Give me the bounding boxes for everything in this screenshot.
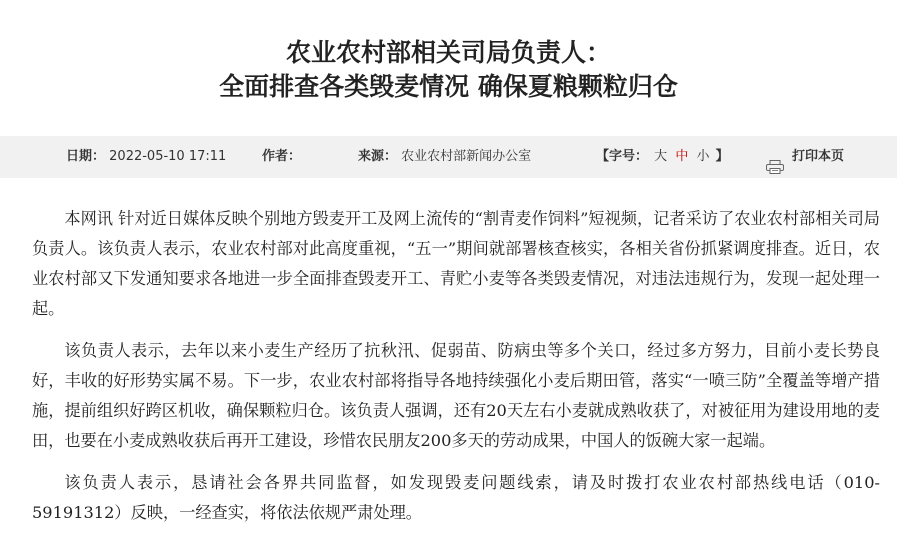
date-value: 2022-05-10 17:11 bbox=[109, 149, 227, 164]
print-page-label: 打印本页 bbox=[792, 149, 845, 164]
author-label: 作者： bbox=[262, 149, 302, 164]
article-paragraph-3: 该负责人表示，恳请社会各界共同监督，如发现毁麦问题线索，请及时拨打农业农村部热线电话（010-59191312）反映，一经查实，将依法依规严肃处理。 bbox=[32, 473, 880, 522]
font-size-medium-link[interactable]: 中 bbox=[675, 149, 689, 164]
author bbox=[262, 136, 301, 178]
font-size-selector bbox=[596, 136, 729, 178]
print-page-button[interactable] bbox=[766, 136, 844, 178]
source-value: 农业农村部新闻办公室 bbox=[401, 149, 532, 164]
font-size-open: 【字号： bbox=[596, 149, 649, 164]
font-size-small-link[interactable]: 小 bbox=[696, 149, 710, 164]
article-info-bar bbox=[0, 136, 897, 178]
font-size-large-link[interactable]: 大 bbox=[654, 149, 668, 164]
article-header bbox=[0, 36, 897, 104]
article-title-line-1: 农业农村部相关司局负责人： bbox=[285, 38, 611, 67]
source-label: 来源： bbox=[358, 149, 398, 164]
article-paragraph-2: 该负责人表示，去年以来小麦生产经历了抗秋汛、促弱苗、防病虫等多个关口，经过多方努力，目前小麦长势良好，丰收的好形势实属不易。下一步，农业农村部将指导各地持续强化小麦后期田管，落实“一喷三防”全覆盖等增产措施，提前组织好跨区机收，确保颗粒归仓。该负责人强调，还有20天左右小麦就成熟收获了，对被征用为建设用地的麦田，也要在小麦成熟收获后再开工建设，珍惜农民朋友200多天的劳动成果，中国人的饭碗大家一起端。 bbox=[32, 341, 880, 450]
font-size-close: 】 bbox=[715, 149, 729, 164]
source bbox=[358, 136, 531, 178]
date-label: 日期： bbox=[66, 149, 106, 164]
printer-icon bbox=[766, 150, 784, 164]
article-paragraph-1: 本网讯 针对近日媒体反映个别地方毁麦开工及网上流传的“割青麦作饲料”短视频，记者采访了农业农村部相关司局负责人。该负责人表示，农业农村部对此高度重视，“五一”期间就部署核查核实，各相关省份抓紧调度排查。近日，农业农村部又下发通知要求各地进一步全面排查毁麦开工、青贮小麦等各类毁麦情况，对违法违规行为，发现一起处理一起。 bbox=[32, 209, 880, 318]
article-title-line-2: 全面排查各类毁麦情况 确保夏粮颗粒归仓 bbox=[219, 72, 678, 101]
article-body bbox=[32, 204, 880, 540]
publish-date bbox=[66, 136, 226, 178]
